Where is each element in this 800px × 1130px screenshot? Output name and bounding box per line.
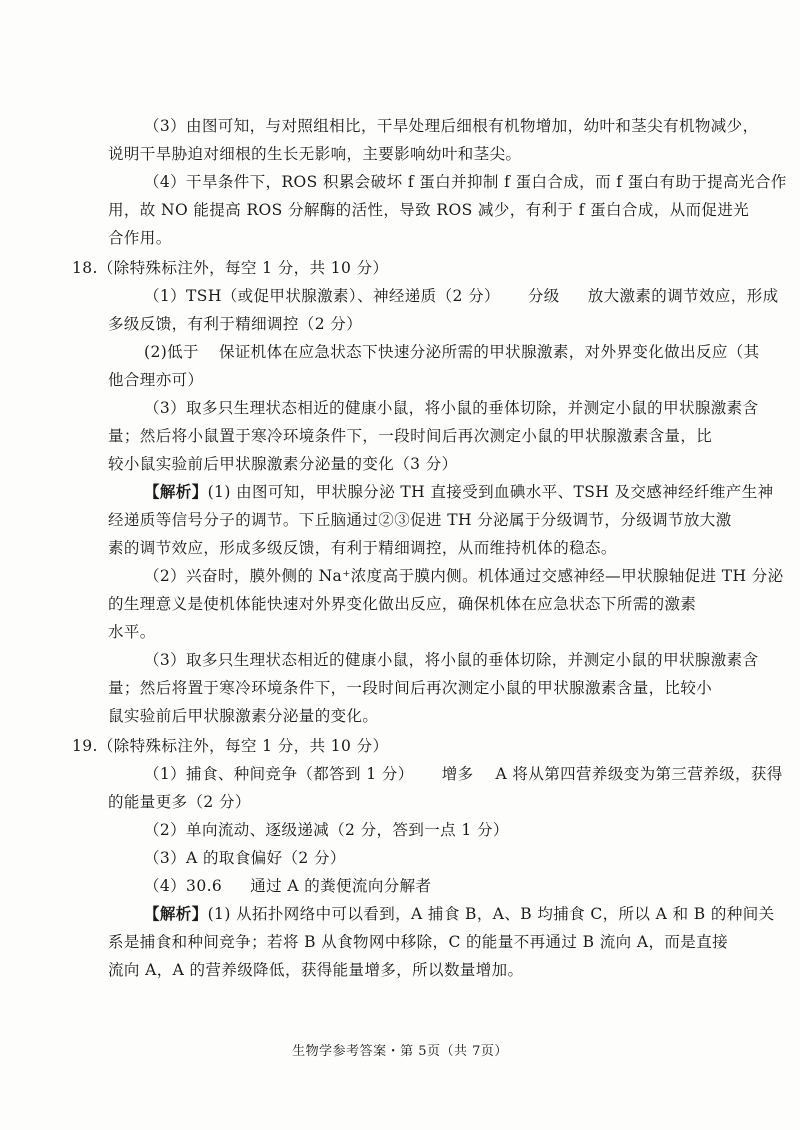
q18-jiexi-line1 xyxy=(108,478,774,506)
q19-a4-part1: （4）30.6 xyxy=(144,877,223,895)
q18-jiexi-3-line1: （3）取多只生理状态相近的健康小鼠，将小鼠的垂体切除，并测定小鼠的甲状腺激素含 xyxy=(144,651,759,669)
q18-jiexi-1-line3: 素的调节效应，形成多级反馈，有利于精细调控，从而维持机体的稳态。 xyxy=(108,539,617,557)
q19-jiexi-1-first: (1) 从拓扑网络中可以看到，A 捕食 B，A、B 均捕食 C，所以 A 和 B 的种间关 xyxy=(207,905,775,923)
q18-a1-line1 xyxy=(108,282,779,310)
q18-jiexi-2-line3: 水平。 xyxy=(108,623,156,641)
q18-a3-line2: 量；然后将小鼠置于寒冷环境条件下，一段时间后再次测定小鼠的甲状腺激素含量，比 xyxy=(108,427,713,445)
q18-a3-line1: （3）取多只生理状态相近的健康小鼠，将小鼠的垂体切除，并测定小鼠的甲状腺激素含 xyxy=(144,399,759,417)
q17-p3-line2: 说明干旱胁迫对细根的生长无影响，主要影响幼叶和茎尖。 xyxy=(108,145,522,163)
q19-a2: （2）单向流动、逐级递减（2 分，答到一点 1 分） xyxy=(144,821,509,839)
q19-a1-line1 xyxy=(108,760,783,788)
q18-jiexi-2-line1: （2）兴奋时，膜外侧的 Na⁺浓度高于膜内侧。机体通过交感神经—甲状腺轴促进 TH 分泌 xyxy=(144,567,784,585)
q19-a1-line2: 的能量更多（2 分） xyxy=(108,793,251,811)
q17-p3-line1: （3）由图可知，与对照组相比，干旱处理后细根有机物增加，幼叶和茎尖有机物减少， xyxy=(144,117,759,135)
q18-a1-part3: 放大激素的调节效应，形成 xyxy=(587,287,779,305)
q18-a1-line2: 多级反馈，有利于精细调控（2 分） xyxy=(108,315,363,333)
q18-jiexi-2-line2: 的生理意义是使机体能快速对外界变化做出反应，确保机体在应急状态下所需的激素 xyxy=(108,595,697,613)
q18-jiexi-label: 【解析】 xyxy=(144,482,208,501)
answer-content xyxy=(72,112,787,984)
q19-a1-part3: A 将从第四营养级变为第三营养级，获得 xyxy=(495,765,783,783)
q18-a1-part2: 分级 xyxy=(527,287,560,305)
q19-a1-part1: （1）捕食、种间竞争（都答到 1 分） xyxy=(144,765,414,783)
q18-jiexi-3-line3: 鼠实验前后甲状腺激素分泌量的变化。 xyxy=(108,707,379,725)
page-footer: 生物学参考答案・第 5页（共 7页） xyxy=(292,1044,508,1059)
q18-a2-line2: 他合理亦可） xyxy=(108,371,204,389)
q17-p4-line2: 用，故 NO 能提高 ROS 分解酶的活性，导致 ROS 减少，有利于 f 蛋白合成，从而促进光 xyxy=(108,201,750,219)
q18-a3-line3: 较小鼠实验前后甲状腺激素分泌量的变化（3 分） xyxy=(108,455,458,473)
q18-a2-part2: 保证机体在应急状态下快速分泌所需的甲状腺激素，对外界变化做出反应（其 xyxy=(218,343,760,361)
q19-heading: 19.（除特殊标注外，每空 1 分，共 10 分） xyxy=(72,737,389,755)
q18-a2-line1 xyxy=(108,338,760,366)
q18-a1-part1: （1）TSH（或促甲状腺激素）、神经递质（2 分） xyxy=(144,287,500,305)
q19-jiexi-1-line3: 流向 A，A 的营养级降低，获得能量增多，所以数量增加。 xyxy=(108,961,524,979)
q17-p4-line1: （4）干旱条件下，ROS 积累会破坏 f 蛋白并抑制 f 蛋白合成，而 f 蛋白有助于提高光合作 xyxy=(144,173,787,191)
q19-a4-part2: 通过 A 的粪便流向分解者 xyxy=(250,877,432,895)
q17-p4-line3: 合作用。 xyxy=(108,229,172,247)
q18-jiexi-3-line2: 量；然后将置于寒冷环境条件下，一段时间后再次测定小鼠的甲状腺激素含量，比较小 xyxy=(108,679,713,697)
q19-jiexi-line1 xyxy=(108,900,775,928)
q19-jiexi-label: 【解析】 xyxy=(144,904,208,923)
q18-jiexi-1-line2: 经递质等信号分子的调节。下丘脑通过②③促进 TH 分泌属于分级调节，分级调节放大激 xyxy=(108,511,732,529)
q18-jiexi-1-first: (1) 由图可知，甲状腺分泌 TH 直接受到血碘水平、TSH 及交感神经纤维产生神 xyxy=(207,483,774,501)
q19-a4 xyxy=(108,872,708,900)
q18-a2-part1: (2)低于 xyxy=(144,343,199,361)
q19-jiexi-1-line2: 系是捕食和种间竞争；若将 B 从食物网中移除，C 的能量不再通过 B 流向 A，而是直接 xyxy=(108,933,728,951)
q18-heading: 18.（除特殊标注外，每空 1 分，共 10 分） xyxy=(72,259,389,277)
q19-a1-part2: 增多 xyxy=(441,765,474,783)
q19-a3: （3）A 的取食偏好（2 分） xyxy=(144,849,346,867)
